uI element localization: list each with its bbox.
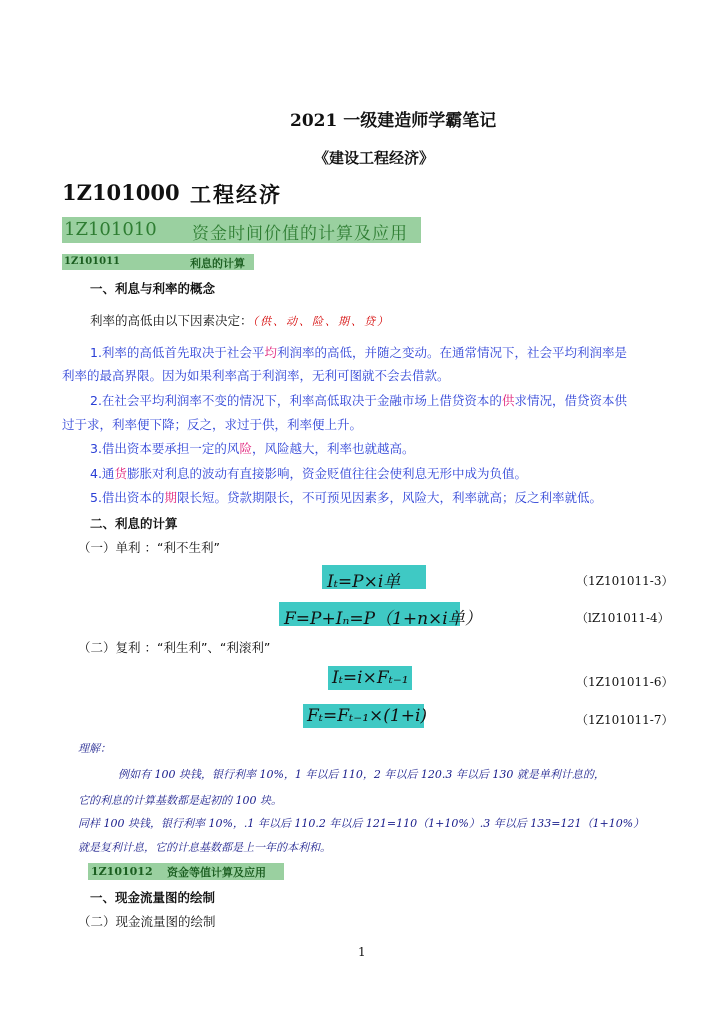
heading-cashflow: 一、现金流量图的绘制	[90, 890, 216, 905]
factors-intro	[90, 311, 390, 329]
subsection-code: 1Z101012	[91, 865, 153, 878]
paragraph-4	[90, 464, 527, 482]
p1-text-c: 利润率的高低，并随之变动。在通常情况下，社会平均利润率是	[276, 345, 627, 360]
p4-text-c: 膨胀对利息的波动有直接影响，资金贬值往往会使利息无形中成为负值。	[126, 466, 527, 481]
subsection-name: 利息的计算	[190, 257, 245, 270]
p4-highlight: 货	[114, 466, 127, 481]
formula-number: （lZ101011-4）	[576, 611, 670, 625]
p3-highlight: 险	[239, 441, 252, 456]
p1-highlight: 均	[264, 345, 277, 360]
note-line-2: 它的利息的计算基数都是起初的 100 块。	[78, 794, 282, 807]
formula-number: （1Z101011-6）	[576, 675, 674, 689]
paragraph-3	[90, 439, 414, 457]
page-number: 1	[358, 945, 366, 959]
note-line-1: 例如有 100 块钱，银行利率 10%，1 年以后 110，2 年以后 120.3 年以后 130 就是单利计息的，	[118, 768, 605, 781]
p5-highlight: 期	[164, 490, 177, 505]
heading-interest-calc: 二、利息的计算	[90, 516, 178, 531]
formula-number: （1Z101011-3）	[576, 574, 674, 588]
p4-text-a: 4.通	[90, 466, 115, 481]
p3-text-c: ，风险越大，利率也就越高。	[251, 441, 415, 456]
chapter-code: 1Z101000	[62, 180, 180, 205]
p3-text-a: 3.借出资本要承担一定的风	[90, 441, 240, 456]
section-code: 1Z101010	[64, 219, 157, 240]
book-title: 《建设工程经济》	[314, 149, 435, 167]
p2-text-a: 2.在社会平均利润率不变的情况下，利率高低取决于金融市场上借贷资本的	[90, 393, 502, 408]
p2-highlight: 供	[501, 393, 515, 408]
heading-interest-concept: 一、利息与利率的概念	[90, 281, 216, 296]
p2-text-c: 求情况，借贷资本供	[514, 393, 627, 408]
note-title: 理解：	[78, 742, 111, 755]
factors-intro-text: 利率的高低由以下因素决定：	[90, 313, 253, 328]
section-name: 资金时间价值的计算及应用	[192, 224, 408, 244]
formula-simple-interest: Iₜ=P×i单	[327, 572, 401, 592]
cashflow-subheading: （二）现金流量图的绘制	[78, 914, 216, 929]
note-line-4: 就是复利计息，它的计息基数都是上一年的本利和。	[78, 841, 331, 854]
p5-text-a: 5.借出资本的	[90, 490, 165, 505]
compound-interest-label: （二）复利 ：“利生利”、“利滚利”	[78, 640, 271, 655]
paragraph-2-line-2: 过于求，利率便下降；反之，求过于供，利率便上升。	[62, 417, 363, 432]
formula-compound-interest: Iₜ=i×Fₜ₋₁	[332, 668, 409, 688]
paragraph-5	[90, 488, 602, 506]
note-line-3: 同样 100 块钱，银行利率 10%，.1 年以后 110.2 年以后 121=110（1+10%）.3 年以后 133=121（1+10%）	[78, 817, 645, 830]
formula-compound-future: Fₜ=Fₜ₋₁×(1+i)	[307, 706, 428, 726]
subsection-name: 资金等值计算及应用	[167, 866, 266, 879]
formula-simple-future: F=P+Iₙ=P（1+n×i单）	[284, 609, 482, 629]
paragraph-2-line-1	[90, 391, 627, 409]
formula-number: （1Z101011-7）	[576, 713, 674, 727]
document-title: 2021 一级建造师学霸笔记	[290, 111, 497, 131]
p5-text-c: 限长短。贷款期限长，不可预见因素多，风险大，利率就高；反之利率就低。	[176, 490, 602, 505]
subsection-code: 1Z101011	[64, 256, 121, 267]
chapter-name: 工程经济	[190, 183, 282, 207]
factors-mnemonic: （供、动、险、期、贷）	[252, 315, 391, 328]
simple-interest-label: （一）单利 ：“利不生利”	[78, 540, 220, 555]
paragraph-1-line-2: 利率的最高界限。因为如果利率高于利润率，无利可图就不会去借款。	[62, 368, 450, 383]
p1-text-a: 1.利率的高低首先取决于社会平	[90, 345, 265, 360]
paragraph-1-line-1	[90, 343, 627, 361]
